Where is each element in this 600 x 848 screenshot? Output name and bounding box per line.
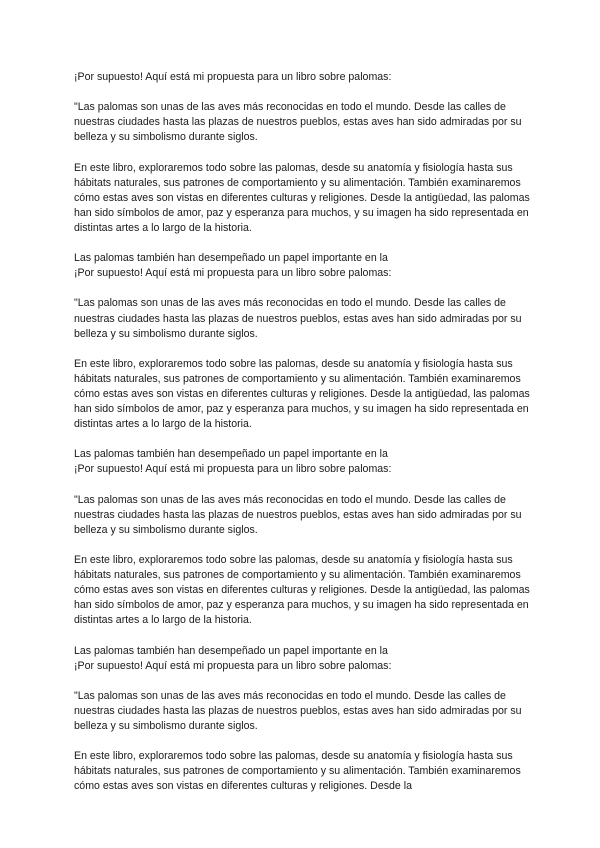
paragraph-quote: "Las palomas son unas de las aves más reconocidas en todo el mundo. Desde las calles de nuestras ciudades hasta las plazas de nuestros pueblos, estas aves han sido admiradas por su belleza y su simbolismo durante siglos.: [74, 297, 522, 340]
intro-line: ¡Por supuesto! Aquí está mi propuesta para un libro sobre palomas:: [74, 463, 392, 476]
paragraph-body: En este libro, exploraremos todo sobre las palomas, desde su anatomía y fisiología hasta sus hábitats naturales, sus patrones de comportamiento y su alimentación. También examinaremos cómo estas aves son vistas en diferentes culturas y religiones. Desde la antigüedad, las palomas han sido símbolos de amor, paz y esperanza para muchos, y su imagen ha sido representada en distintas artes a lo largo de la historia.: [74, 357, 530, 431]
paragraph-quote: "Las palomas son unas de las aves más reconocidas en todo el mundo. Desde las calles de nuestras ciudades hasta las plazas de nuestros pueblos, estas aves han sido admiradas por su belleza y su simbolismo durante siglos.: [74, 101, 522, 144]
paragraph-quote: "Las palomas son unas de las aves más reconocidas en todo el mundo. Desde las calles de nuestras ciudades hasta las plazas de nuestros pueblos, estas aves han sido admiradas por su belleza y su simbolismo durante siglos.: [74, 689, 522, 733]
text-block-2: [74, 266, 534, 462]
intro-line: ¡Por supuesto! Aquí está mi propuesta para un libro sobre palomas:: [74, 71, 392, 83]
intro-line: ¡Por supuesto! Aquí está mi propuesta para un libro sobre palomas:: [74, 267, 392, 280]
paragraph-fragment: Las palomas también han desempeñado un papel importante en la: [74, 644, 388, 657]
text-block-4: [74, 659, 534, 795]
text-block-3: [74, 462, 534, 658]
paragraph-quote: "Las palomas son unas de las aves más reconocidas en todo el mundo. Desde las calles de nuestras ciudades hasta las plazas de nuestros pueblos, estas aves han sido admiradas por su belleza y su simbolismo durante siglos.: [74, 493, 522, 536]
intro-line: ¡Por supuesto! Aquí está mi propuesta para un libro sobre palomas:: [74, 659, 392, 672]
paragraph-fragment: Las palomas también han desempeñado un papel importante en la: [74, 252, 388, 265]
text-block-1: [74, 70, 534, 266]
document-page: [74, 70, 534, 795]
paragraph-fragment: Las palomas también han desempeñado un papel importante en la: [74, 448, 388, 461]
paragraph-body: En este libro, exploraremos todo sobre las palomas, desde su anatomía y fisiología hasta sus hábitats naturales, sus patrones de comportamiento y su alimentación. También examinaremos cómo estas aves son vistas en diferentes culturas y religiones. Desde la: [74, 750, 521, 793]
paragraph-body: En este libro, exploraremos todo sobre las palomas, desde su anatomía y fisiología hasta sus hábitats naturales, sus patrones de comportamiento y su alimentación. También examinaremos cómo estas aves son vistas en diferentes culturas y religiones. Desde la antigüedad, las palomas han sido símbolos de amor, paz y esperanza para muchos, y su imagen ha sido representada en distintas artes a lo largo de la historia.: [74, 161, 530, 234]
paragraph-body: En este libro, exploraremos todo sobre las palomas, desde su anatomía y fisiología hasta sus hábitats naturales, sus patrones de comportamiento y su alimentación. También examinaremos cómo estas aves son vistas en diferentes culturas y religiones. Desde la antigüedad, las palomas han sido símbolos de amor, paz y esperanza para muchos, y su imagen ha sido representada en distintas artes a lo largo de la historia.: [74, 554, 530, 627]
